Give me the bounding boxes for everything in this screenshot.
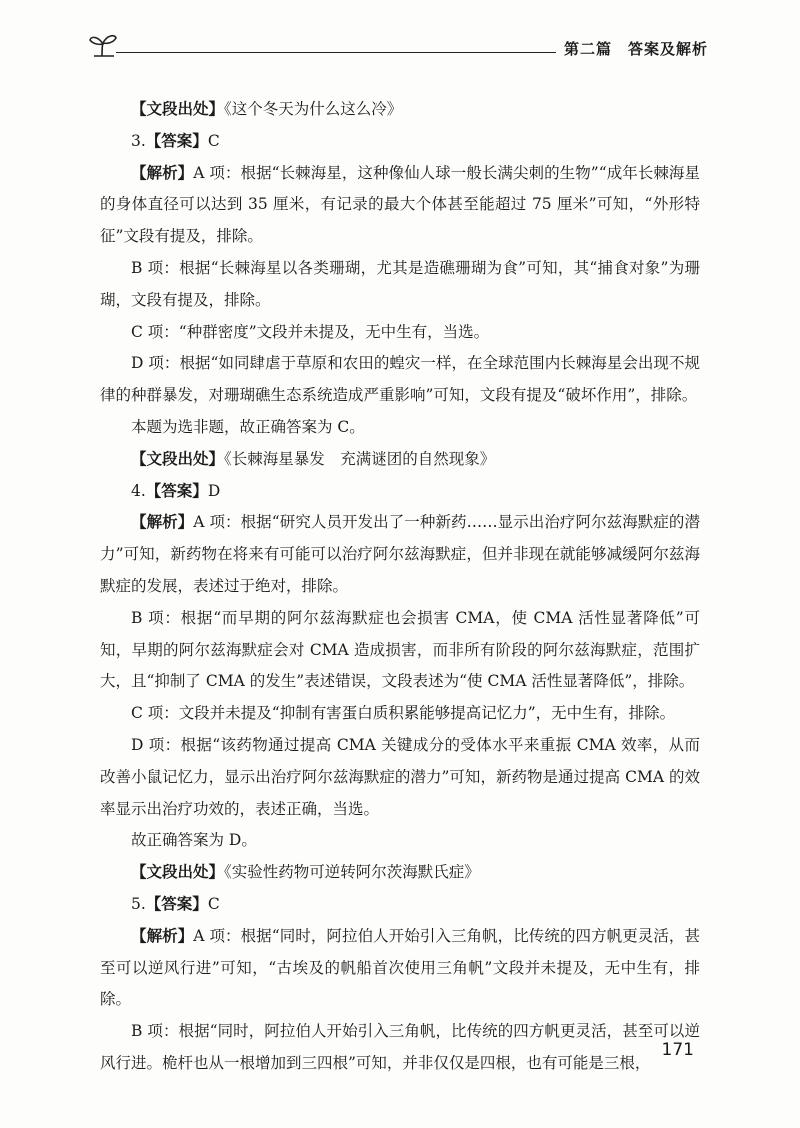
option-analysis-text: B 项：根据“而早期的阿尔兹海默症也会损害 CMA，使 CMA 活性显著降低”可知，早期的阿尔兹海默症会对 CMA 造成损害，而非所有阶段的阿尔兹海默症，范围扩大，且“抑制了 CMA 的发生”表述错误，文段表述为“使 CMA 活性显著降低”，排除。: [100, 608, 700, 691]
conclusion-text: 故正确答案为 D。: [131, 831, 257, 850]
question-number: 4.: [131, 481, 146, 500]
question-number: 3.: [131, 131, 146, 150]
source-paragraph: [100, 94, 700, 126]
analysis-text: A 项：根据“同时，阿拉伯人开始引入三角帆，比传统的四方帆更灵活，甚至可以逆风行进”可知，“古埃及的帆船首次使用三角帆”文段并未提及，无中生有，排除。: [100, 926, 700, 1009]
option-analysis-text: B 项：根据“同时，阿拉伯人开始引入三角帆，比传统的四方帆更灵活，甚至可以逆风行进。桅杆也从一根增加到三四根”可知，并非仅仅是四根，也有可能是三根，: [100, 1022, 700, 1072]
answer-value: C: [207, 894, 220, 913]
option-analysis-text: C 项：“种群密度”文段并未提及，无中生有，当选。: [131, 322, 490, 341]
source-text: 《实验性药物可逆转阿尔茨海默氏症》: [224, 863, 480, 882]
analysis-paragraph: [100, 158, 700, 253]
option-analysis-paragraph: [100, 253, 700, 317]
source-tag: 【文段出处】: [131, 863, 225, 882]
analysis-tag: 【解析】: [131, 163, 194, 182]
question-number: 5.: [131, 894, 146, 913]
answer-tag: 【答案】: [145, 894, 208, 913]
header-rule: [116, 52, 556, 53]
source-tag: 【文段出处】: [131, 100, 225, 118]
option-analysis-paragraph: [100, 730, 700, 825]
option-analysis-text: D 项：根据“如同肆虐于草原和农田的蝗灾一样，在全球范围内长棘海星会出现不规律的种群暴发，对珊瑚礁生态系统造成严重影响”可知，文段有提及“破坏作用”，排除。: [100, 354, 700, 405]
section-title: 第二篇 答案及解析: [563, 40, 708, 58]
option-analysis-text: B 项：根据“长棘海星以各类珊瑚，尤其是造礁珊瑚为食”可知，其“捕食对象”为珊瑚，文段有提及，排除。: [100, 258, 700, 309]
source-text: 《这个冬天为什么这么冷》: [224, 100, 403, 118]
source-paragraph: [100, 444, 700, 476]
conclusion-paragraph: [100, 412, 700, 444]
analysis-text: A 项：根据“长棘海星，这种像仙人球一般长满尖刺的生物”“成年长棘海星的身体直径可以达到 35 厘米，有记录的最大个体甚至能超过 75 厘米”可知，“外形特征”文段有提及，排除。: [100, 163, 700, 246]
option-analysis-paragraph: [100, 348, 700, 412]
option-analysis-paragraph: [100, 1016, 700, 1080]
answer-tag: 【答案】: [145, 131, 208, 150]
option-analysis-paragraph: [100, 317, 700, 349]
analysis-paragraph: [100, 921, 700, 1016]
answer-paragraph: [100, 889, 700, 921]
answer-content: [100, 94, 700, 1080]
conclusion-paragraph: [100, 825, 700, 857]
analysis-text: A 项：根据“研究人员开发出了一种新药……显示出治疗阿尔兹海默症的潜力”可知，新药物在将来有可能可以治疗阿尔兹海默症，但并非现在就能够减缓阿尔兹海默症的发展，表述过于绝对，排除。: [100, 513, 700, 595]
answer-paragraph: [100, 126, 700, 158]
option-analysis-text: C 项：文段并未提及“抑制有害蛋白质积累能够提高记忆力”，无中生有，排除。: [131, 704, 676, 723]
running-header: [88, 30, 708, 64]
answer-tag: 【答案】: [145, 481, 208, 500]
answer-paragraph: [100, 476, 700, 508]
leaf-sprout-icon: [88, 32, 118, 58]
answer-value: D: [207, 481, 221, 500]
conclusion-text: 本题为选非题，故正确答案为 C。: [131, 417, 365, 436]
page-number: 171: [661, 1040, 694, 1060]
option-analysis-paragraph: [100, 603, 700, 698]
source-tag: 【文段出处】: [131, 449, 225, 468]
analysis-paragraph: [100, 507, 700, 602]
option-analysis-text: D 项：根据“该药物通过提高 CMA 关键成分的受体水平来重振 CMA 效率，从而改善小鼠记忆力，显示出治疗阿尔兹海默症的潜力”可知，新药物是通过提高 CMA 的效率显示出治疗功效的，表述正确，当选。: [100, 735, 700, 818]
answer-value: C: [207, 131, 220, 150]
analysis-tag: 【解析】: [131, 513, 194, 532]
source-paragraph: [100, 857, 700, 889]
analysis-tag: 【解析】: [131, 926, 194, 945]
option-analysis-paragraph: [100, 698, 700, 730]
source-text: 《长棘海星暴发 充满谜团的自然现象》: [224, 449, 496, 468]
